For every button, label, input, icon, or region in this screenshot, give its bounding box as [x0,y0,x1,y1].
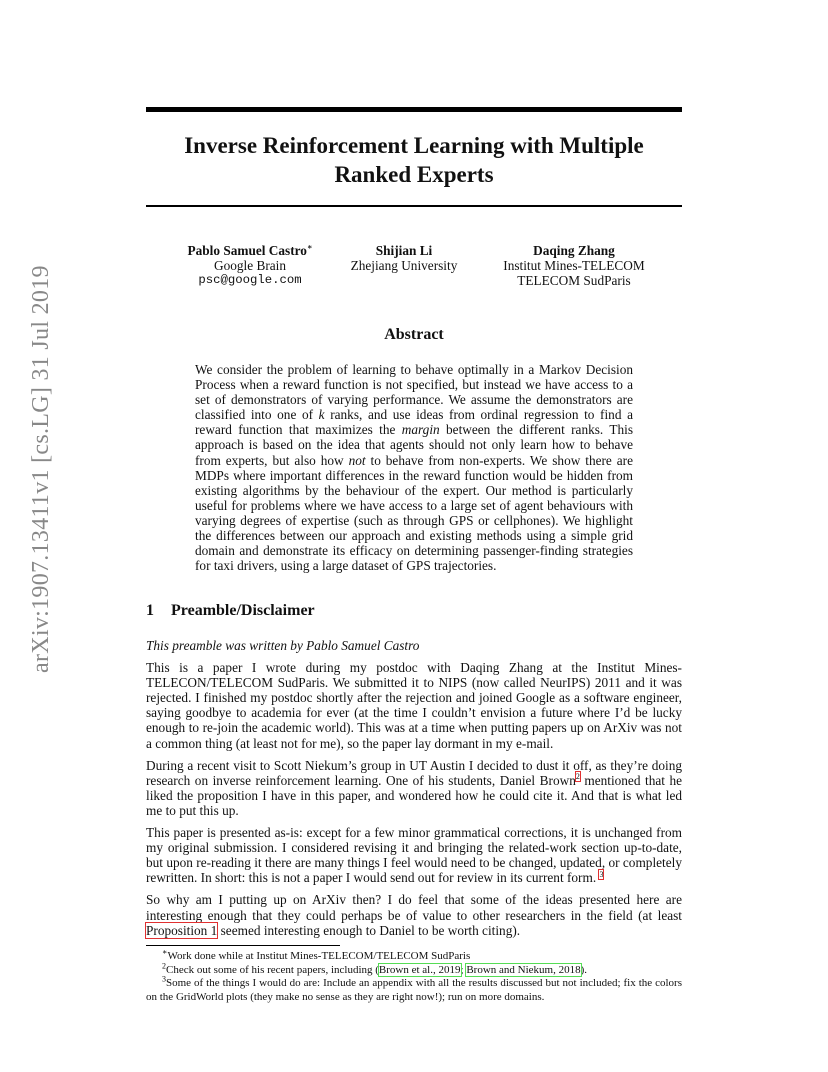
section-number: 1 [146,602,154,619]
section-heading [146,602,315,620]
paper-title [146,131,682,189]
author-zhang [486,243,662,288]
author-footnote-mark: ∗ [306,242,313,252]
footnote-rule [146,945,340,946]
author-name: Shijian Li [375,243,433,258]
title-line-2: Ranked Experts [334,162,494,187]
paragraph-3: This paper is presented as-is: except for a few minor grammatical corrections, it is unchanged from my original submission. I considered revising it and bringing the related-work section up-to-date, but upon re-reading it there are many things I feel would need to be changed, updated, or completely rewritten. In short: this is not a paper I would send out for review in its current form. $^3$ [146,825,682,886]
abstract-heading: Abstract [384,326,444,343]
author-affiliation: Institut Mines-TELECOM [503,258,645,273]
section-body [146,638,682,945]
author-name: Daqing Zhang [533,243,615,258]
author-affiliation-2: TELECOM SudParis [517,273,631,288]
author-email: psc@google.com [198,273,302,287]
citation-link-brown-niekum-2018[interactable]: Brown and Niekum, 2018 [466,963,581,976]
footnote-link-2[interactable]: 2 [575,772,580,782]
title-rule-bottom [146,205,682,207]
preamble-note: This preamble was written by Pablo Samuel Castro [146,638,420,653]
paragraph-4: So why am I putting up on ArXiv then? I do feel that some of the ideas presented here are interesting enough that they could perhaps be of value to other researchers in the field (at least Proposition 1 seemed interesting enough to Daniel to be worth citing). [146,892,682,938]
section-title: Preamble/Disclaimer [171,602,315,619]
title-line-1: Inverse Reinforcement Learning with Multiple [184,133,644,158]
title-rule-top [146,107,682,112]
citation-link-brown-2019[interactable]: Brown et al., 2019 [378,963,461,976]
abstract-text: We consider the problem of learning to behave optimally in a Markov Decision Process when a reward function is not specified, but instead we have access to a set of demonstrators of varying performance. We assume the demonstrators are classified into one of k ranks, and use ideas from ordinal regression to find a reward function that maximizes the margin between the different ranks. This approach is based on the idea that agents should not only learn how to behave from experts, but also how not to behave from non-experts. We show there are MDPs where important differences in the reward function would be hidden from existing algorithms by the behaviour of the expert. Our method is particularly useful for problems where we have access to a large set of agent behaviours with varying degrees of expertise (such as through GPS or cellphones). We highlight the differences between our approach and existing methods using a simple grid domain and demonstrate its efficacy on determining passenger-finding strategies for taxi drivers, using a large dataset of GPS trajectories. [195,362,634,574]
arxiv-stamp: arXiv:1907.13411v1 [cs.LG] 31 Jul 2019 [28,265,54,673]
footnotes [146,947,682,1004]
footnote-link-3[interactable]: 3 [599,869,604,879]
author-li [338,243,470,273]
paragraph-2: During a recent visit to Scott Niekum’s group in UT Austin I decided to dust it off, as they’re doing research on inverse reinforcement learning. One of his students, Daniel Brown$^2$ mentioned that he liked the proposition I have in this paper, and wondered how he could cite it. And that is what led me to put this up. [146,757,682,818]
paragraph-1: This is a paper I wrote during my postdoc with Daqing Zhang at the Institut Mines-TELECON/TELECOM SudParis. We submitted it to NIPS (now called NeurIPS) 2011 and it was rejected. I finished my postdoc shortly after the rejection and joined Google as a software engineer, saying goodbye to academia for ever (at the time I couldn’t envision a future where I’d be lucky enough to re-join the academic world). This was at a time when putting papers up on ArXiv was not a common thing (at least not for me), so the paper lay dormant in my e-mail. [146,660,682,751]
author-affiliation: Google Brain [213,258,286,273]
author-name: Pablo Samuel Castro [187,243,307,258]
author-affiliation: Zhejiang University [350,258,458,273]
proposition-link[interactable]: Proposition 1 [146,922,218,938]
footnote-3: $^3$Some of the things I would do are: Include an appendix with all the results discussed but not included; fix the colors on the GridWorld plots (they make no sense as they are right now!); run on more domains. [146,974,682,1003]
author-castro [165,243,335,288]
footnote-2: $^2$Check out some of his recent papers, including (Brown et al., 2019; Brown and Niekum, 2018). [162,960,587,976]
footnote-1: ∗Work done while at Institut Mines-TELECOM/TELECOM SudParis [162,947,471,962]
